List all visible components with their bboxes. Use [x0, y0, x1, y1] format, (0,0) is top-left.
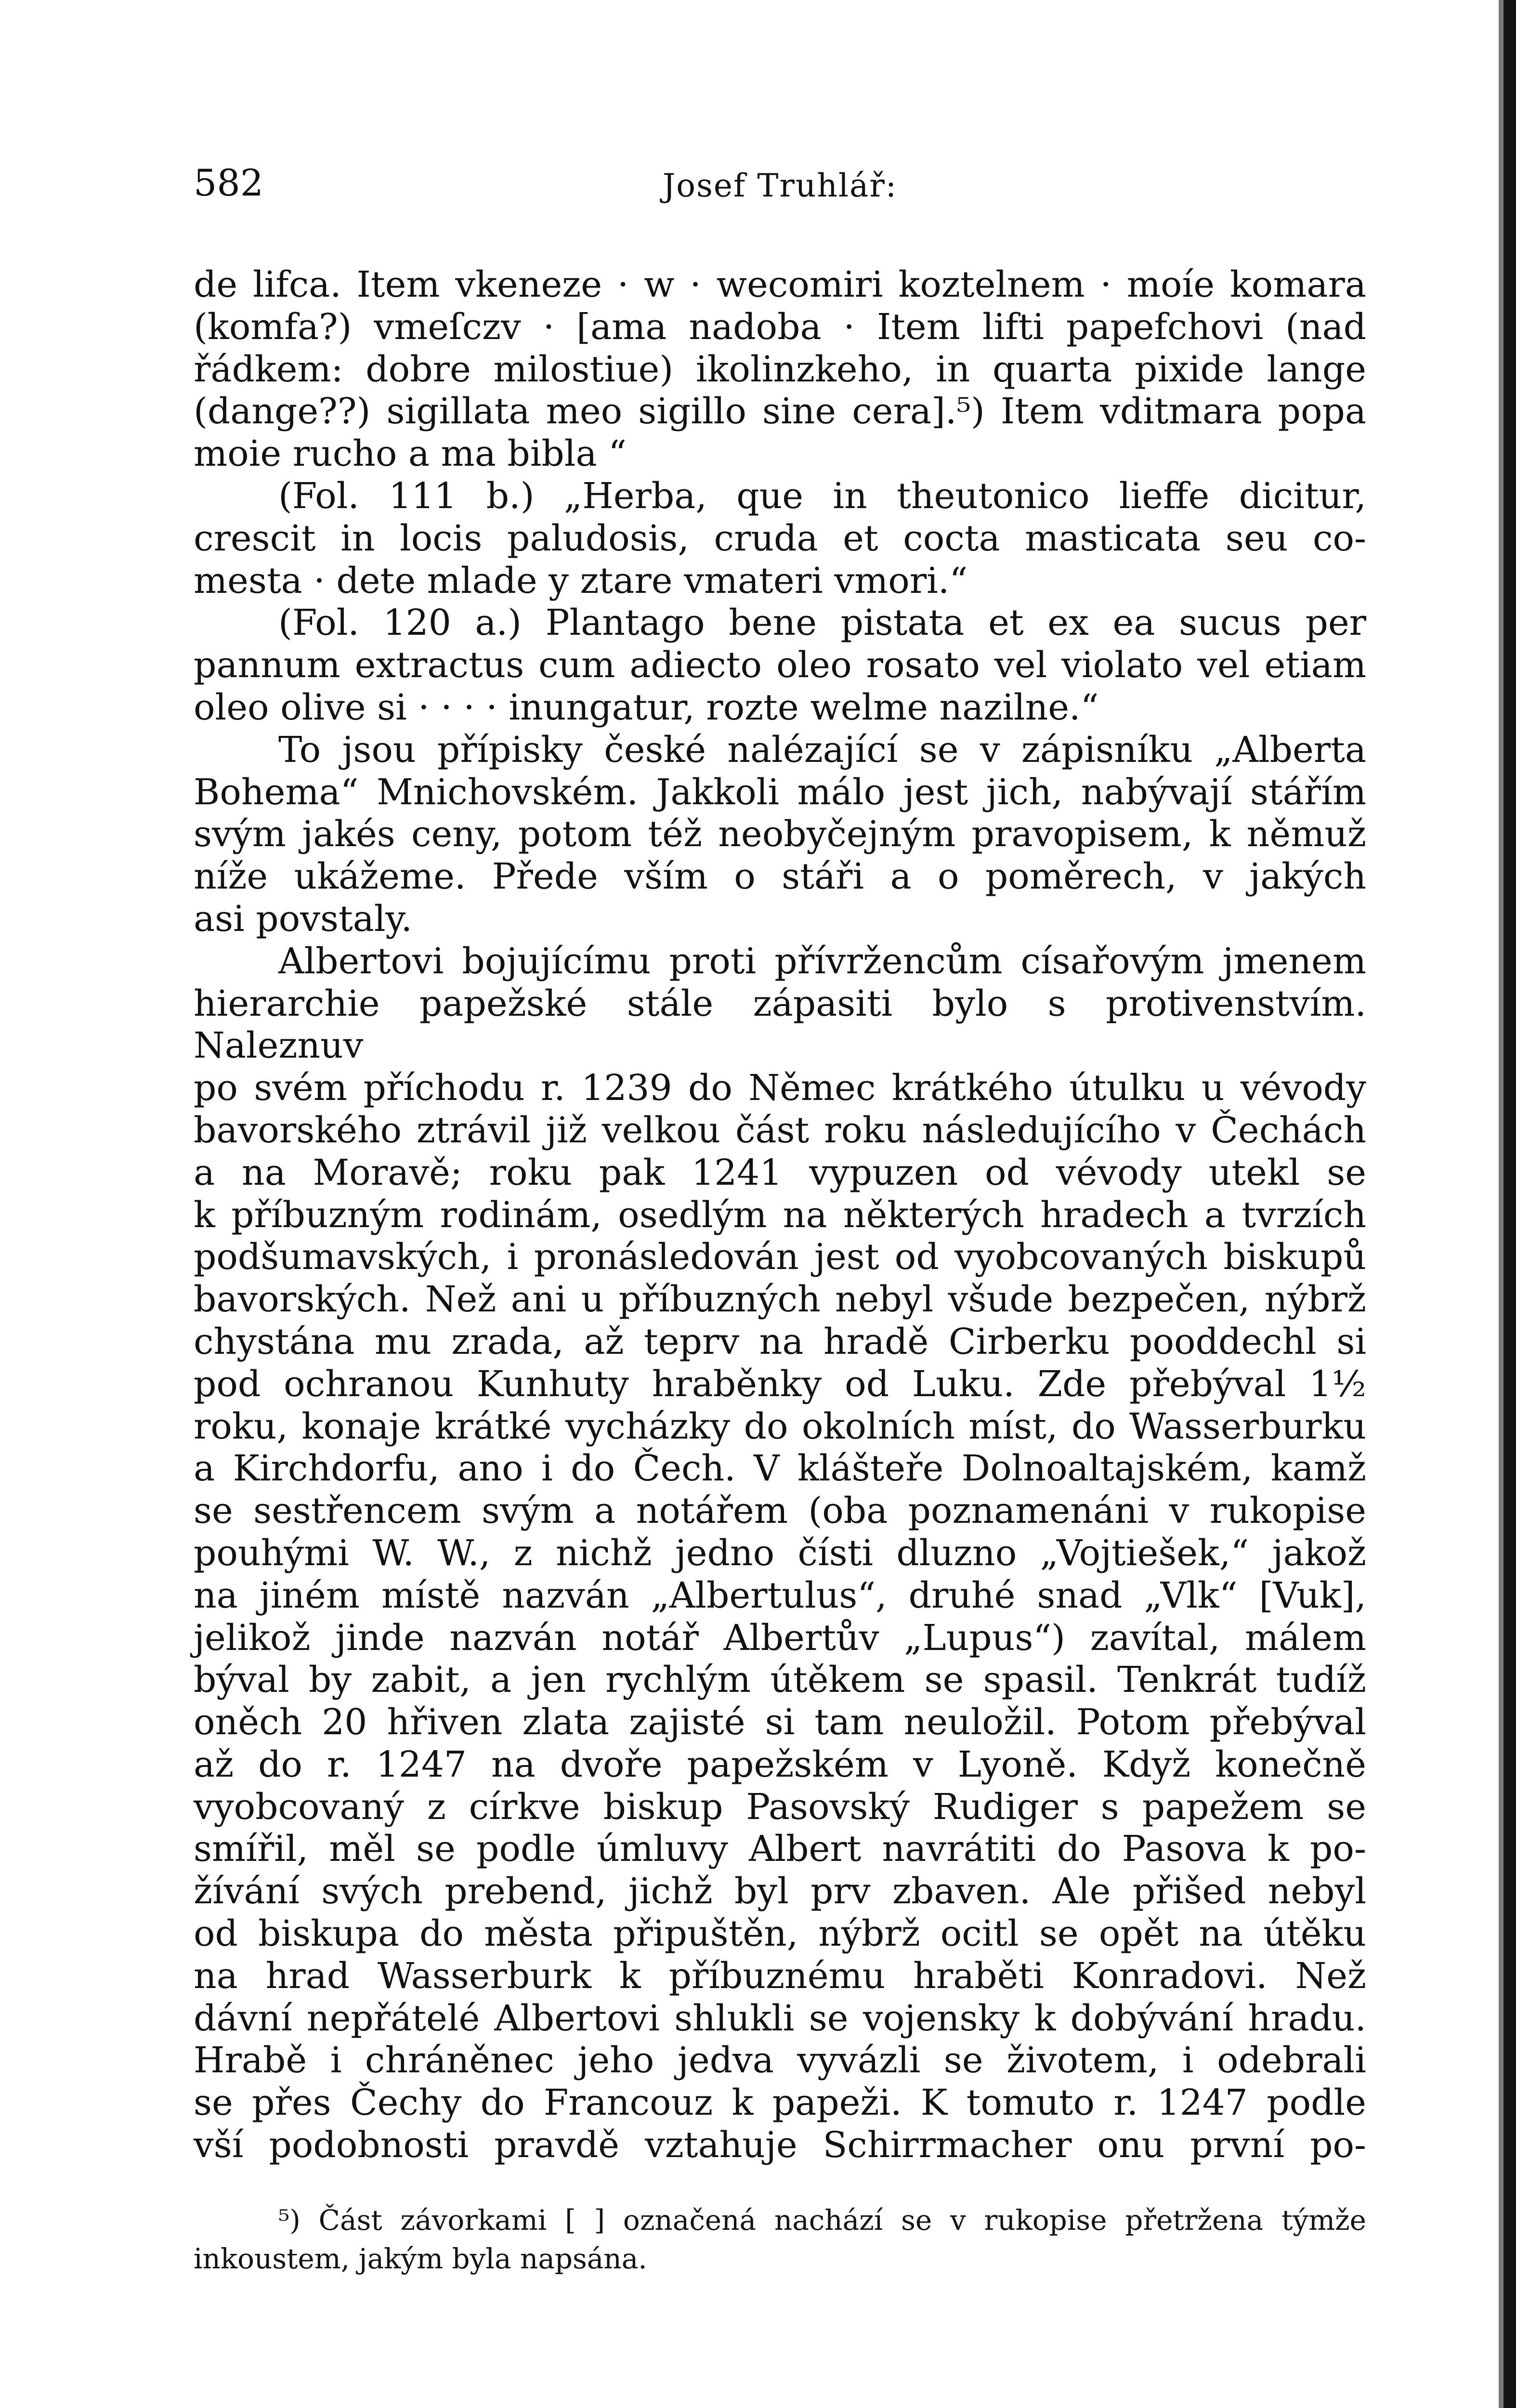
text-line: moie rucho a ma bibla “ — [194, 433, 627, 475]
text-line: roku, konaje krátké vycházky do okolních míst, do Wasserburku — [194, 1405, 1366, 1447]
text-line: žívání svých prebend, jichž byl prv zbaven. Ale přišed nebyl — [194, 1871, 1366, 1912]
text-line: jelikož jinde nazván notář Albertův „Lupus“) zavítal, málem — [194, 1617, 1366, 1659]
text-line: de lifca. Item vkeneze · w · wecomiri koztelnem · moíe komara — [194, 264, 1366, 305]
footnote — [194, 2201, 1366, 2278]
footnote-line: ⁵) Část závorkami [ ] označená nachází se v rukopise přetržena týmže — [278, 2204, 1366, 2237]
running-head: Josef Truhlář: — [662, 167, 898, 204]
text-line: (Fol. 120 a.) Plantago bene pistata et ex ea sucus per — [278, 602, 1366, 644]
text-line: (dange??) sigillata meo sigillo sine cera].⁵) Item vditmara popa — [194, 391, 1366, 432]
footnote-line: inkoustem, jakým byla napsána. — [194, 2242, 647, 2275]
page-edge — [1503, 0, 1516, 2408]
text-line: pod ochranou Kunhuty hraběnky od Luku. Zde přebýval 1½ — [194, 1363, 1366, 1405]
text-line: na jiném místě nazván „Albertulus“, druhé snad „Vlk“ [Vuk], — [194, 1574, 1366, 1616]
text-line: bavorských. Než ani u příbuzných nebyl všude bezpečen, nýbrž — [194, 1279, 1366, 1321]
text-line: se přes Čechy do Francouz k papeži. K tomuto r. 1247 podle — [194, 2082, 1366, 2124]
text-line: Albertovi bojujícímu proti přívržencům císařovým jmenem — [278, 940, 1366, 982]
text-line: a na Moravě; roku pak 1241 vypuzen od vévody utekl se — [194, 1152, 1366, 1193]
text-line: vší podobnosti pravdě vztahuje Schirrmacher onu první po- — [194, 2124, 1366, 2166]
text-line: Hrabě i chráněnec jeho jedva vyvázli se životem, i odebrali — [194, 2040, 1366, 2081]
page-header — [194, 159, 1366, 217]
text-line: k příbuzným rodinám, osedlým na některých hradech a tvrzích — [194, 1194, 1366, 1236]
text-line: až do r. 1247 na dvoře papežském v Lyoně. Když konečně — [194, 1743, 1366, 1785]
text-line: hierarchie papežské stále zápasiti bylo s protivenstvím. Naleznuv — [194, 982, 1366, 1067]
text-line: oněch 20 hřiven zlata zajisté si tam neuložil. Potom přebýval — [194, 1701, 1366, 1743]
text-line: (Fol. 111 b.) „Herba, que in theutonico lieffe dicitur, — [278, 475, 1366, 517]
body-text — [194, 264, 1366, 2167]
text-line: smířil, měl se podle úmluvy Albert navrátiti do Pasova k po- — [194, 1828, 1366, 1870]
text-line: Bohema“ Mnichovském. Jakkoli málo jest jich, nabývají stářím — [194, 771, 1366, 813]
text-line: dávní nepřátelé Albertovi shlukli se vojensky k dobývání hradu. — [194, 1997, 1366, 2039]
text-line: se sestřencem svým a notářem (oba poznamenáni v rukopise — [194, 1490, 1366, 1532]
text-line: mesta · dete mlade y ztare vmateri vmori.“ — [194, 560, 968, 602]
text-line: bavorského ztrávil již velkou část roku následujícího v Čechách — [194, 1109, 1366, 1151]
text-line: oleo olive si · · · · inungatur, rozte welme nazilne.“ — [194, 686, 1099, 728]
text-line: řádkem: dobre milostiue) ikolinzkeho, in quarta pixide lange — [194, 348, 1366, 390]
text-line: pannum extractus cum adiecto oleo rosato vel violato vel etiam — [194, 644, 1366, 686]
text-line: chystána mu zrada, až teprv na hradě Cirberku pooddechl si — [194, 1321, 1366, 1362]
text-line: od biskupa do města připuštěn, nýbrž ocitl se opět na útěku — [194, 1913, 1366, 1955]
text-line: býval by zabit, a jen rychlým útěkem se spasil. Tenkrát tudíž — [194, 1659, 1366, 1701]
text-line: pouhými W. W., z nichž jedno čísti dluzno „Vojtiešek,“ jakož — [194, 1532, 1366, 1574]
page-edge-shadow — [1499, 0, 1503, 2408]
text-line: vyobcovaný z církve biskup Pasovský Rudiger s papežem se — [194, 1786, 1366, 1828]
text-line: To jsou přípisky české nalézající se v zápisníku „Alberta — [278, 729, 1366, 771]
text-line: na hrad Wasserburk k příbuznému hraběti Konradovi. Než — [194, 1955, 1366, 1997]
page-number: 582 — [194, 161, 264, 204]
text-line: po svém příchodu r. 1239 do Němec krátkého útulku u vévody — [194, 1067, 1366, 1109]
text-line: crescit in locis paludosis, cruda et cocta masticata seu co- — [194, 517, 1366, 559]
text-line: svým jakés ceny, potom též neobyčejným pravopisem, k němuž — [194, 813, 1366, 855]
text-line: níže ukážeme. Přede vším o stáři a o poměrech, v jakých — [194, 856, 1366, 898]
text-line: a Kirchdorfu, ano i do Čech. V klášteře Dolnoaltajském, kamž — [194, 1448, 1366, 1490]
text-line: asi povstaly. — [194, 898, 413, 940]
text-line: (komfa?) vmeſczv · [ama nadoba · Item lifti papefchovi (nad — [194, 306, 1366, 348]
text-line: podšumavských, i pronásledován jest od vyobcovaných biskupů — [194, 1236, 1366, 1278]
